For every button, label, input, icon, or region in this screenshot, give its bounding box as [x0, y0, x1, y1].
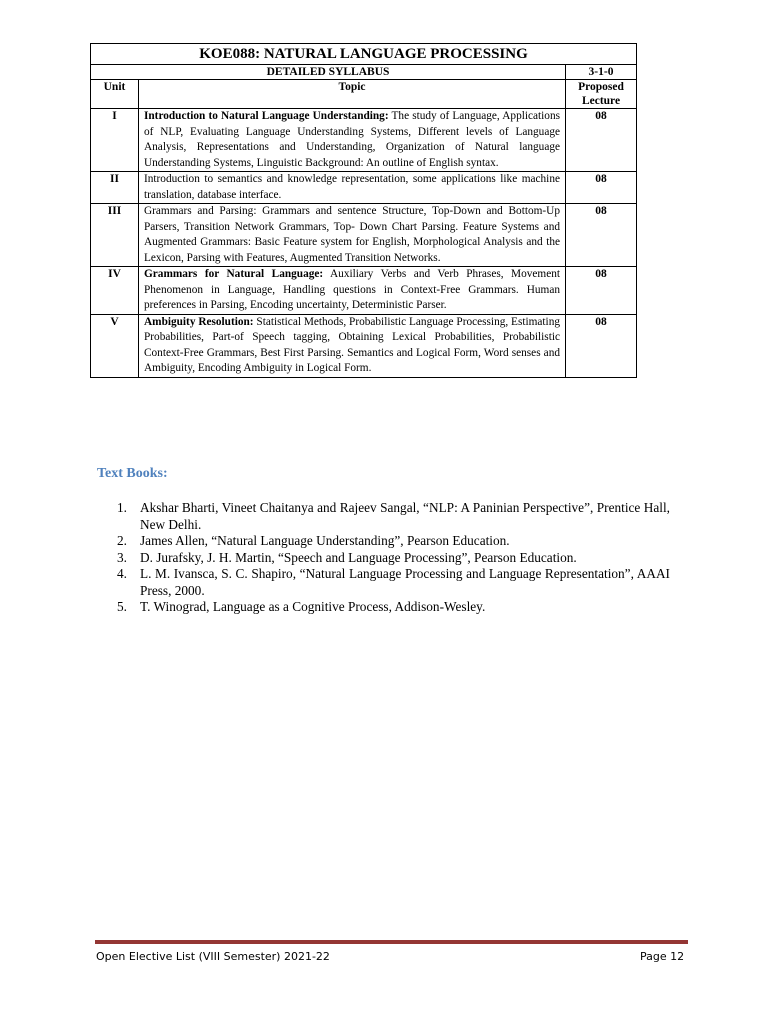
- column-header-topic: Topic: [139, 80, 566, 109]
- textbooks-heading: Text Books:: [97, 466, 168, 481]
- textbook-item: [117, 599, 670, 616]
- textbook-citation: Akshar Bharti, Vineet Chaitanya and Rajeev Sangal, “NLP: A Paninian Perspective”, Prentice Hall, New Delhi.: [140, 500, 670, 532]
- table-header-row: [91, 80, 637, 109]
- topic-description: [139, 267, 566, 315]
- textbook-item: [117, 500, 670, 533]
- unit-number: II: [91, 172, 139, 204]
- topic-description: [139, 314, 566, 377]
- topic-text: Statistical Methods, Probabilistic Language Processing, Estimating Probabilities, Part-of Speech tagging, Obtaining Lexical Probabilities, Probabilistic Context-Free Grammars, Best First Parsing. Semantics and Logical Form, Word senses and Ambiguity, Encoding Ambiguity in Logical Form.: [144, 315, 560, 374]
- column-header-lecture: Proposed Lecture: [566, 80, 637, 109]
- syllabus-table: [90, 43, 637, 378]
- textbook-number: 4.: [117, 566, 127, 581]
- textbook-number: 3.: [117, 549, 127, 565]
- course-title: KOE088: NATURAL LANGUAGE PROCESSING: [91, 44, 637, 65]
- footer-rule: [95, 940, 688, 944]
- footer-page-number: Page 12: [640, 950, 685, 963]
- detailed-syllabus-label: DETAILED SYLLABUS: [91, 65, 566, 80]
- syllabus-row: [91, 204, 637, 267]
- unit-number: V: [91, 314, 139, 377]
- syllabus-row: [91, 267, 637, 315]
- syllabus-row: [91, 172, 637, 204]
- textbook-item: [117, 550, 670, 567]
- syllabus-row: [91, 314, 637, 377]
- table-title-row: [91, 44, 637, 65]
- unit-number: IV: [91, 267, 139, 315]
- topic-heading: Ambiguity Resolution:: [144, 315, 254, 328]
- syllabus-row: [91, 109, 637, 172]
- textbook-citation: L. M. Ivansca, S. C. Shapiro, “Natural Language Processing and Language Representation”, AAAI Press, 2000.: [140, 566, 670, 598]
- lecture-count: 08: [566, 314, 637, 377]
- unit-number: III: [91, 204, 139, 267]
- lecture-count: 08: [566, 109, 637, 172]
- topic-heading: Grammars for Natural Language:: [144, 268, 324, 280]
- lecture-count: 08: [566, 204, 637, 267]
- footer-document-label: Open Elective List (VIII Semester) 2021-22: [96, 950, 330, 963]
- textbook-citation: D. Jurafsky, J. H. Martin, “Speech and Language Processing”, Pearson Education.: [140, 549, 577, 565]
- lecture-count: 08: [566, 267, 637, 315]
- topic-text: Auxiliary Verbs and Verb Phrases, Movement Phenomenon in Language, Handling questions in Context-Free Grammars. Human preferences in Parsing, Encoding uncertainty, Deterministic Parser.: [144, 268, 560, 311]
- textbook-number: 5.: [117, 599, 127, 614]
- topic-description: [139, 172, 566, 204]
- textbook-number: 1.: [117, 500, 127, 515]
- table-subheader-row: [91, 65, 637, 80]
- topic-text: Grammars and Parsing: Grammars and sentence Structure, Top-Down and Bottom-Up Parsers, Transition Network Grammars, Top- Down Chart Parsing. Feature Systems and Augmented Grammars: Basic Feature system for English, Morphological Analysis and the Lexicon, Parsing with Features, Augmented Transition Networks.: [144, 205, 560, 264]
- textbook-number: 2.: [117, 533, 127, 548]
- textbook-item: [117, 533, 670, 550]
- unit-number: I: [91, 109, 139, 172]
- topic-description: [139, 204, 566, 267]
- textbook-citation: James Allen, “Natural Language Understanding”, Pearson Education.: [140, 533, 510, 548]
- syllabus-body: [91, 109, 637, 378]
- textbook-list: [117, 500, 670, 616]
- topic-text: Introduction to semantics and knowledge representation, some applications like machine translation, database interface.: [144, 173, 560, 201]
- topic-description: [139, 109, 566, 172]
- column-header-unit: Unit: [91, 80, 139, 109]
- credits-label: 3-1-0: [566, 65, 637, 80]
- textbook-citation: T. Winograd, Language as a Cognitive Process, Addison-Wesley.: [140, 599, 486, 614]
- topic-heading: Introduction to Natural Language Understanding:: [144, 110, 389, 122]
- textbook-item: [117, 566, 670, 599]
- topic-text: The study of Language, Applications of NLP, Evaluating Language Understanding Systems, Different levels of Language Analysis, Representations and Understanding, Organization of Natural language Understanding Systems, Linguistic Background: An outline of English syntax.: [144, 110, 560, 169]
- lecture-count: 08: [566, 172, 637, 204]
